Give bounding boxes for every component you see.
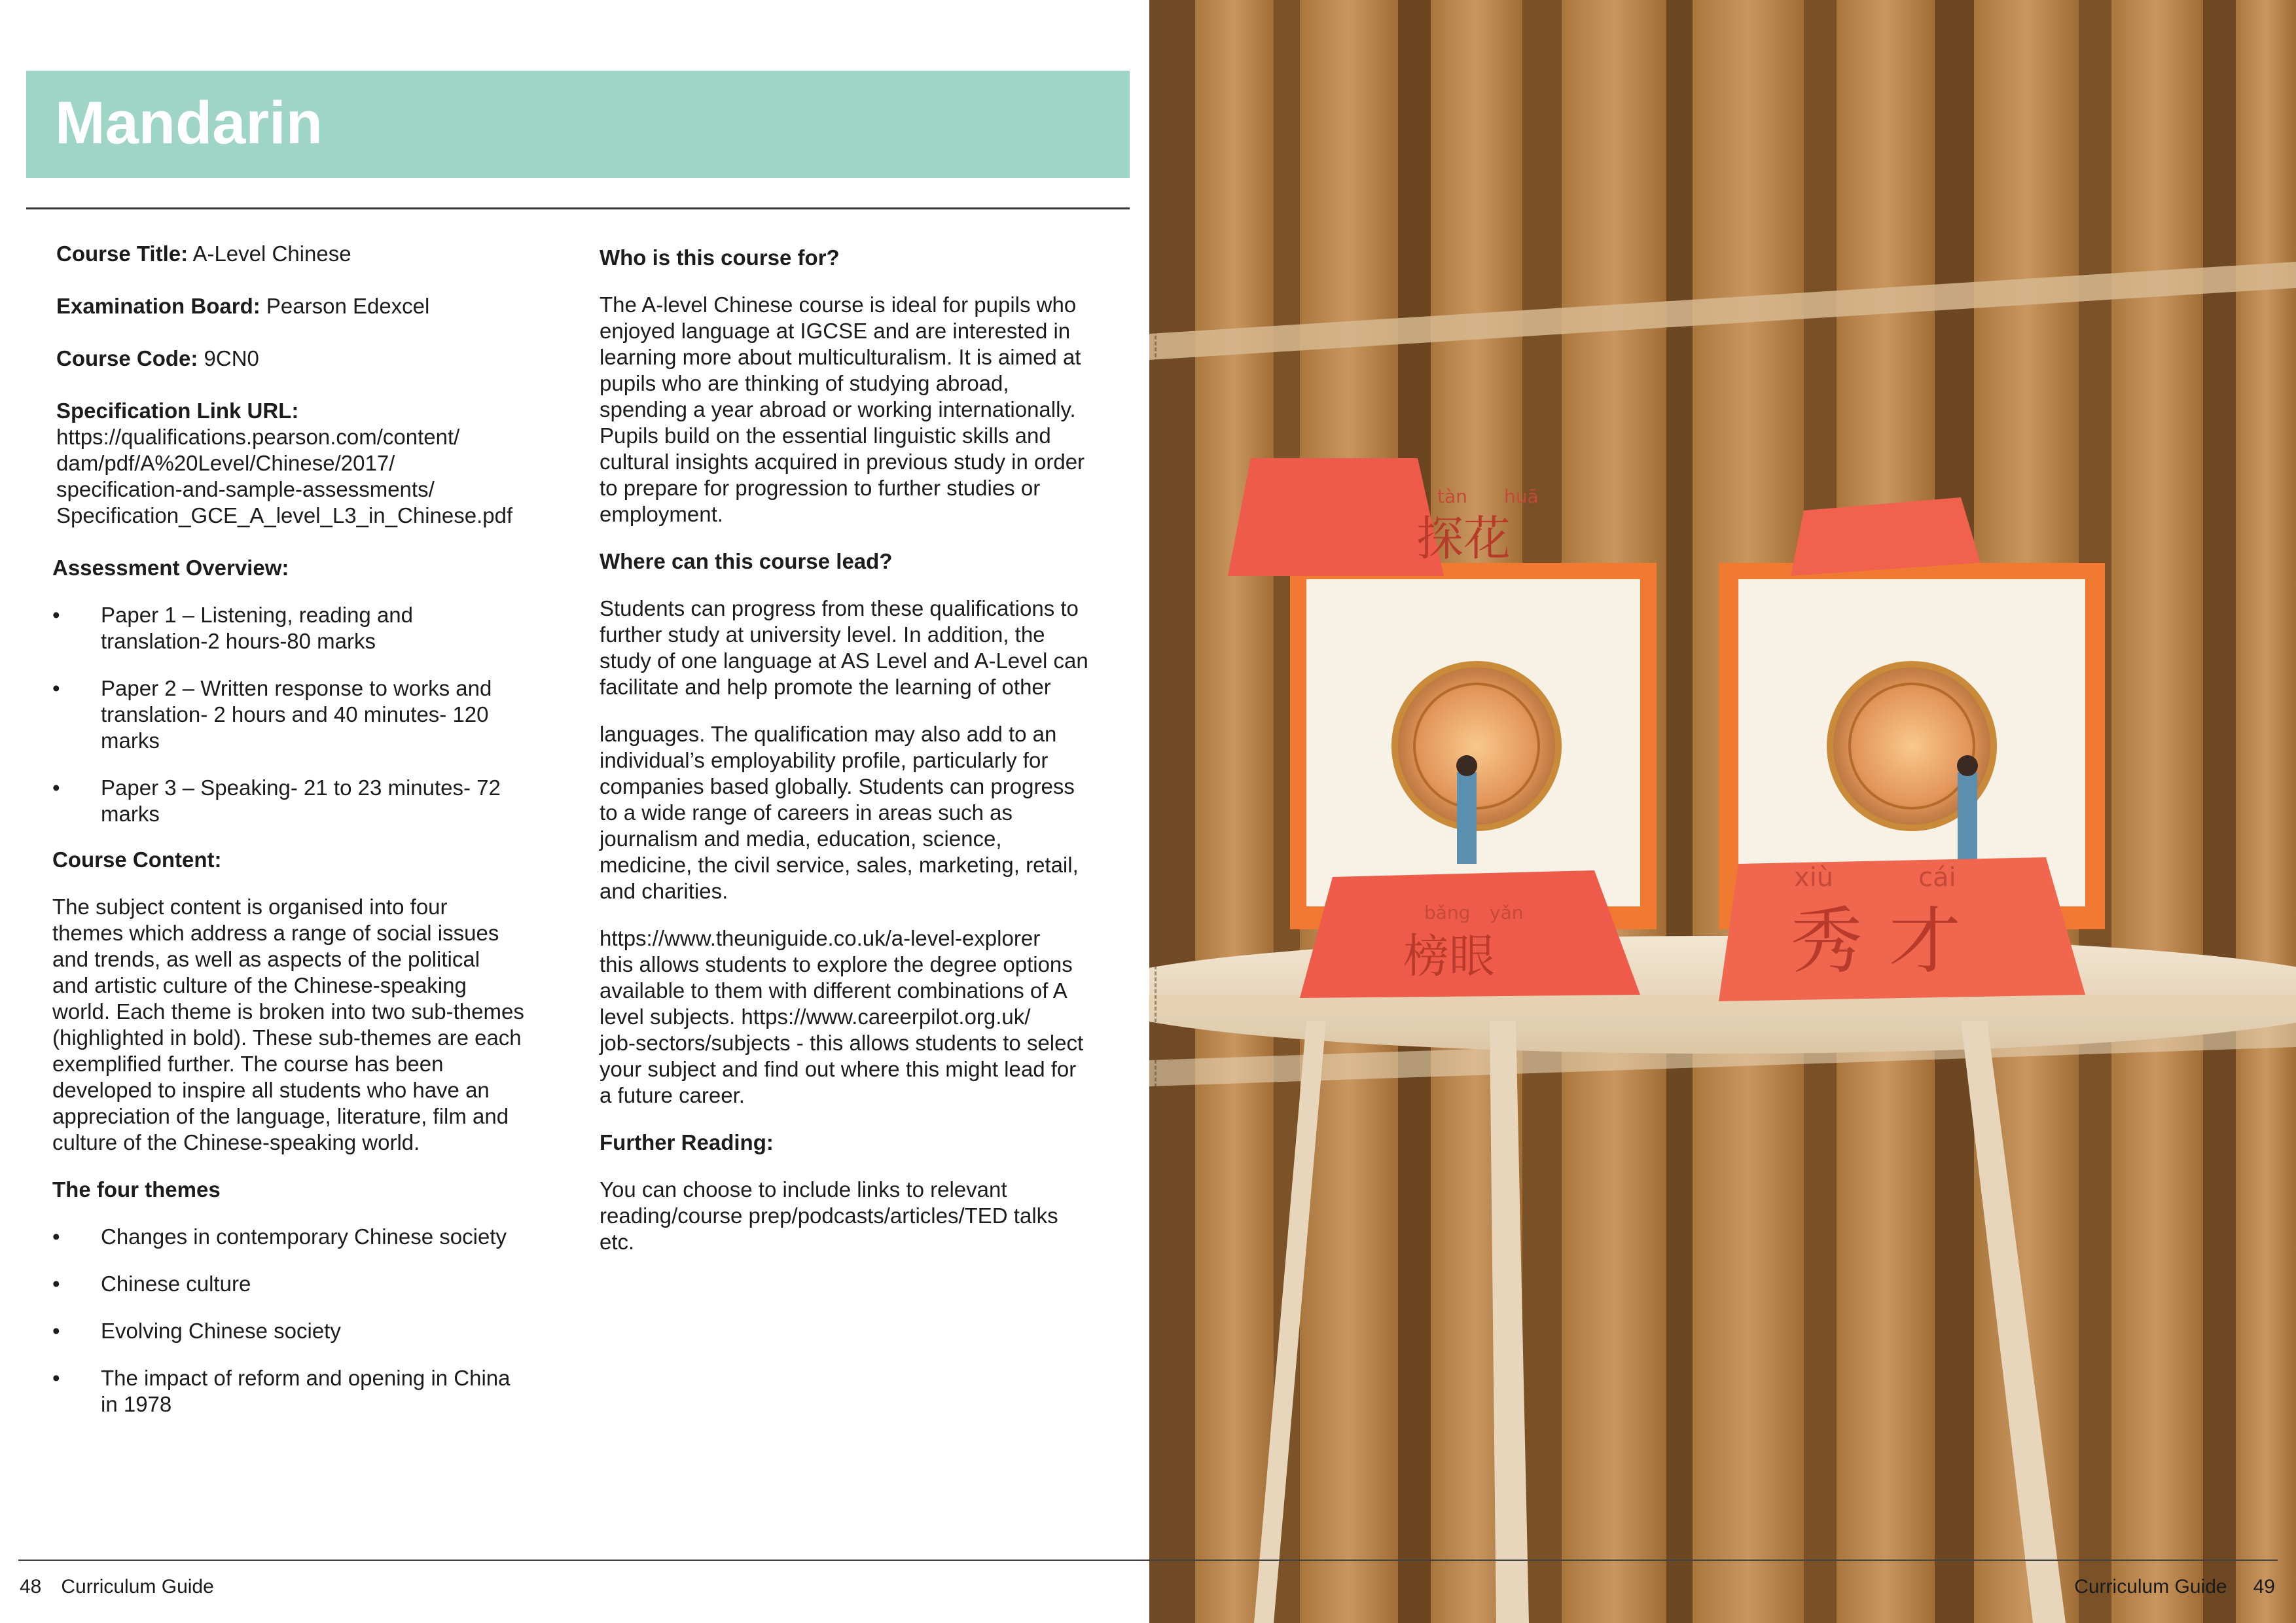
assessment-heading: Assessment Overview: (52, 556, 289, 580)
paragraph-line: enjoyed language at IGCSE and are interested in (600, 319, 1071, 343)
further-reading-heading: Further Reading: (600, 1130, 774, 1154)
list-item-line: • The impact of reform and opening in China (101, 1366, 511, 1390)
paragraph-line: (highlighted in bold). These sub-themes are each (52, 1026, 522, 1050)
paragraph-line: reading/course prep/podcasts/articles/TED talks (600, 1204, 1058, 1228)
page-number-left: 48 (20, 1576, 42, 1597)
list-item-line: • Paper 1 – Listening, reading and (101, 603, 414, 627)
list-item (52, 1271, 563, 1297)
course-code-row (56, 346, 563, 372)
list-item (52, 675, 563, 754)
left-column (52, 241, 563, 1438)
footer-label-right: Curriculum Guide (2074, 1576, 2227, 1597)
title-divider (26, 207, 1130, 209)
card-pinyin: bǎng (1424, 902, 1471, 923)
list-item-line: marks (101, 728, 160, 753)
list-item (52, 1224, 563, 1250)
further-reading-paragraph (600, 1177, 1130, 1255)
assessment-list (52, 602, 563, 827)
paragraph-line: your subject and find out where this might lead for (600, 1057, 1077, 1081)
list-item (52, 1318, 563, 1344)
list-item-line: translation- 2 hours and 40 minutes- 120 (101, 702, 489, 726)
list-item (52, 775, 563, 827)
lead-heading: Where can this course lead? (600, 549, 893, 573)
page-number-right: 49 (2253, 1576, 2275, 1597)
footer-right (2074, 1576, 2275, 1598)
course-content-heading: Course Content: (52, 847, 222, 872)
card-hanzi: 榜眼 (1403, 929, 1495, 983)
spec-url-line: Specification_GCE_A_level_L3_in_Chinese.pdf (56, 503, 513, 527)
paragraph-line: themes which address a range of social issues (52, 921, 499, 945)
card-tan-hua (1228, 458, 1444, 576)
paragraph-line: to prepare for progression to further studies or (600, 476, 1041, 500)
paragraph-line: culture of the Chinese-speaking world. (52, 1130, 420, 1154)
paragraph-line: The subject content is organised into four (52, 895, 448, 919)
footer-left (20, 1576, 214, 1598)
paragraph-line: employment. (600, 502, 723, 526)
course-title-row (56, 241, 563, 267)
themes-heading: The four themes (52, 1177, 221, 1202)
list-item-line: • Chinese culture (101, 1272, 251, 1296)
course-content-paragraph (52, 894, 563, 1156)
paragraph-line: and artistic culture of the Chinese-speaking (52, 973, 467, 997)
list-item-line: • Paper 3 – Speaking- 21 to 23 minutes- 72 (101, 776, 501, 800)
spec-link-label: Specification Link URL: (56, 399, 299, 423)
spec-url-line: https://qualifications.pearson.com/content/ (56, 425, 460, 449)
paragraph-line: Students can progress from these qualifications to (600, 596, 1079, 620)
paragraph-line: The A-level Chinese course is ideal for pupils who (600, 293, 1077, 317)
list-item-line: • Changes in contemporary Chinese society (101, 1224, 507, 1249)
lead-paragraph-3 (600, 925, 1130, 1109)
themes-list (52, 1224, 563, 1418)
paragraph-line: a future career. (600, 1083, 745, 1107)
list-item-line: • Evolving Chinese society (101, 1319, 341, 1343)
paragraph-line: and trends, as well as aspects of the political (52, 947, 480, 971)
footer-label-left: Curriculum Guide (61, 1576, 214, 1597)
spec-url-line: specification-and-sample-assessments/ (56, 477, 435, 501)
paragraph-line: companies based globally. Students can progress (600, 774, 1075, 798)
paragraph-line: and charities. (600, 879, 728, 903)
exam-board-value: Pearson Edexcel (260, 294, 430, 318)
right-column (600, 245, 1130, 1276)
paragraph-line: available to them with different combinations of A (600, 978, 1067, 1003)
course-title-label: Course Title: (56, 241, 188, 266)
paragraph-line: appreciation of the language, literature, film and (52, 1104, 509, 1128)
page-fold-line (1155, 0, 1157, 1623)
list-item-line: in 1978 (101, 1392, 172, 1416)
paragraph-line: developed to inspire all students who have an (52, 1078, 490, 1102)
course-title-value: A-Level Chinese (188, 241, 351, 266)
card-pinyin: tàn (1437, 486, 1467, 507)
paragraph-line: pupils who are thinking of studying abroad, (600, 371, 1009, 395)
lead-paragraph-1 (600, 596, 1130, 700)
paragraph-line: facilitate and help promote the learning of other (600, 675, 1051, 699)
paragraph-line: etc. (600, 1230, 635, 1254)
careerpilot-link[interactable]: level subjects. https://www.careerpilot.org.uk/ (600, 1005, 1031, 1029)
theuniguide-link[interactable]: https://www.theuniguide.co.uk/a-level-explorer (600, 926, 1041, 950)
who-for-heading: Who is this course for? (600, 245, 840, 270)
paragraph-line: medicine, the civil service, sales, marketing, retail, (600, 853, 1079, 877)
paragraph-line: languages. The qualification may also add to an (600, 722, 1057, 746)
lead-paragraph-2 (600, 721, 1130, 904)
photo-illustration (1149, 0, 2296, 1623)
paragraph-line: You can choose to include links to relevant (600, 1177, 1007, 1202)
card-hanzi: 秀才 (1791, 899, 1987, 983)
spec-url-line: dam/pdf/A%20Level/Chinese/2017/ (56, 451, 395, 475)
who-for-paragraph (600, 292, 1130, 527)
card-pinyin: yǎn (1490, 902, 1524, 923)
paragraph-line: world. Each theme is broken into two sub-themes (52, 999, 524, 1024)
paragraph-line: this allows students to explore the degree options (600, 952, 1073, 976)
spec-link-block (56, 398, 563, 529)
paragraph-line: learning more about multiculturalism. It is aimed at (600, 345, 1081, 369)
exam-board-label: Examination Board: (56, 294, 260, 318)
paragraph-line: to a wide range of careers in areas such as (600, 800, 1013, 825)
paragraph-line: spending a year abroad or working internationally. (600, 397, 1076, 421)
footer-divider (18, 1560, 2278, 1561)
paragraph-line: journalism and media, education, science, (600, 827, 1002, 851)
paragraph-line: job-sectors/subjects - this allows students to select (600, 1031, 1084, 1055)
card-pinyin: huā (1504, 486, 1539, 507)
list-item-line: • Paper 2 – Written response to works and (101, 676, 492, 700)
spec-link-url[interactable] (56, 424, 563, 529)
paragraph-line: further study at university level. In addition, the (600, 622, 1045, 647)
paragraph-line: exemplified further. The course has been (52, 1052, 444, 1076)
course-code-label: Course Code: (56, 346, 198, 370)
card-hanzi: 探花 (1416, 511, 1511, 566)
paragraph-line: individual’s employability profile, particularly for (600, 748, 1049, 772)
paragraph-line: cultural insights acquired in previous study in order (600, 450, 1085, 474)
list-item-line: marks (101, 802, 160, 826)
page-title: Mandarin (55, 90, 323, 156)
card-pinyin: cái (1918, 863, 1956, 893)
paragraph-line: study of one language at AS Level and A-Level can (600, 649, 1088, 673)
card-pinyin: xiù (1794, 863, 1834, 893)
exam-board-row (56, 293, 563, 319)
paragraph-line: Pupils build on the essential linguistic skills and (600, 423, 1051, 448)
course-code-value: 9CN0 (198, 346, 259, 370)
photo-chinese-exam-cards (1149, 0, 2296, 1623)
list-item-line: translation-2 hours-80 marks (101, 629, 376, 653)
list-item (52, 602, 563, 654)
list-item (52, 1365, 563, 1418)
